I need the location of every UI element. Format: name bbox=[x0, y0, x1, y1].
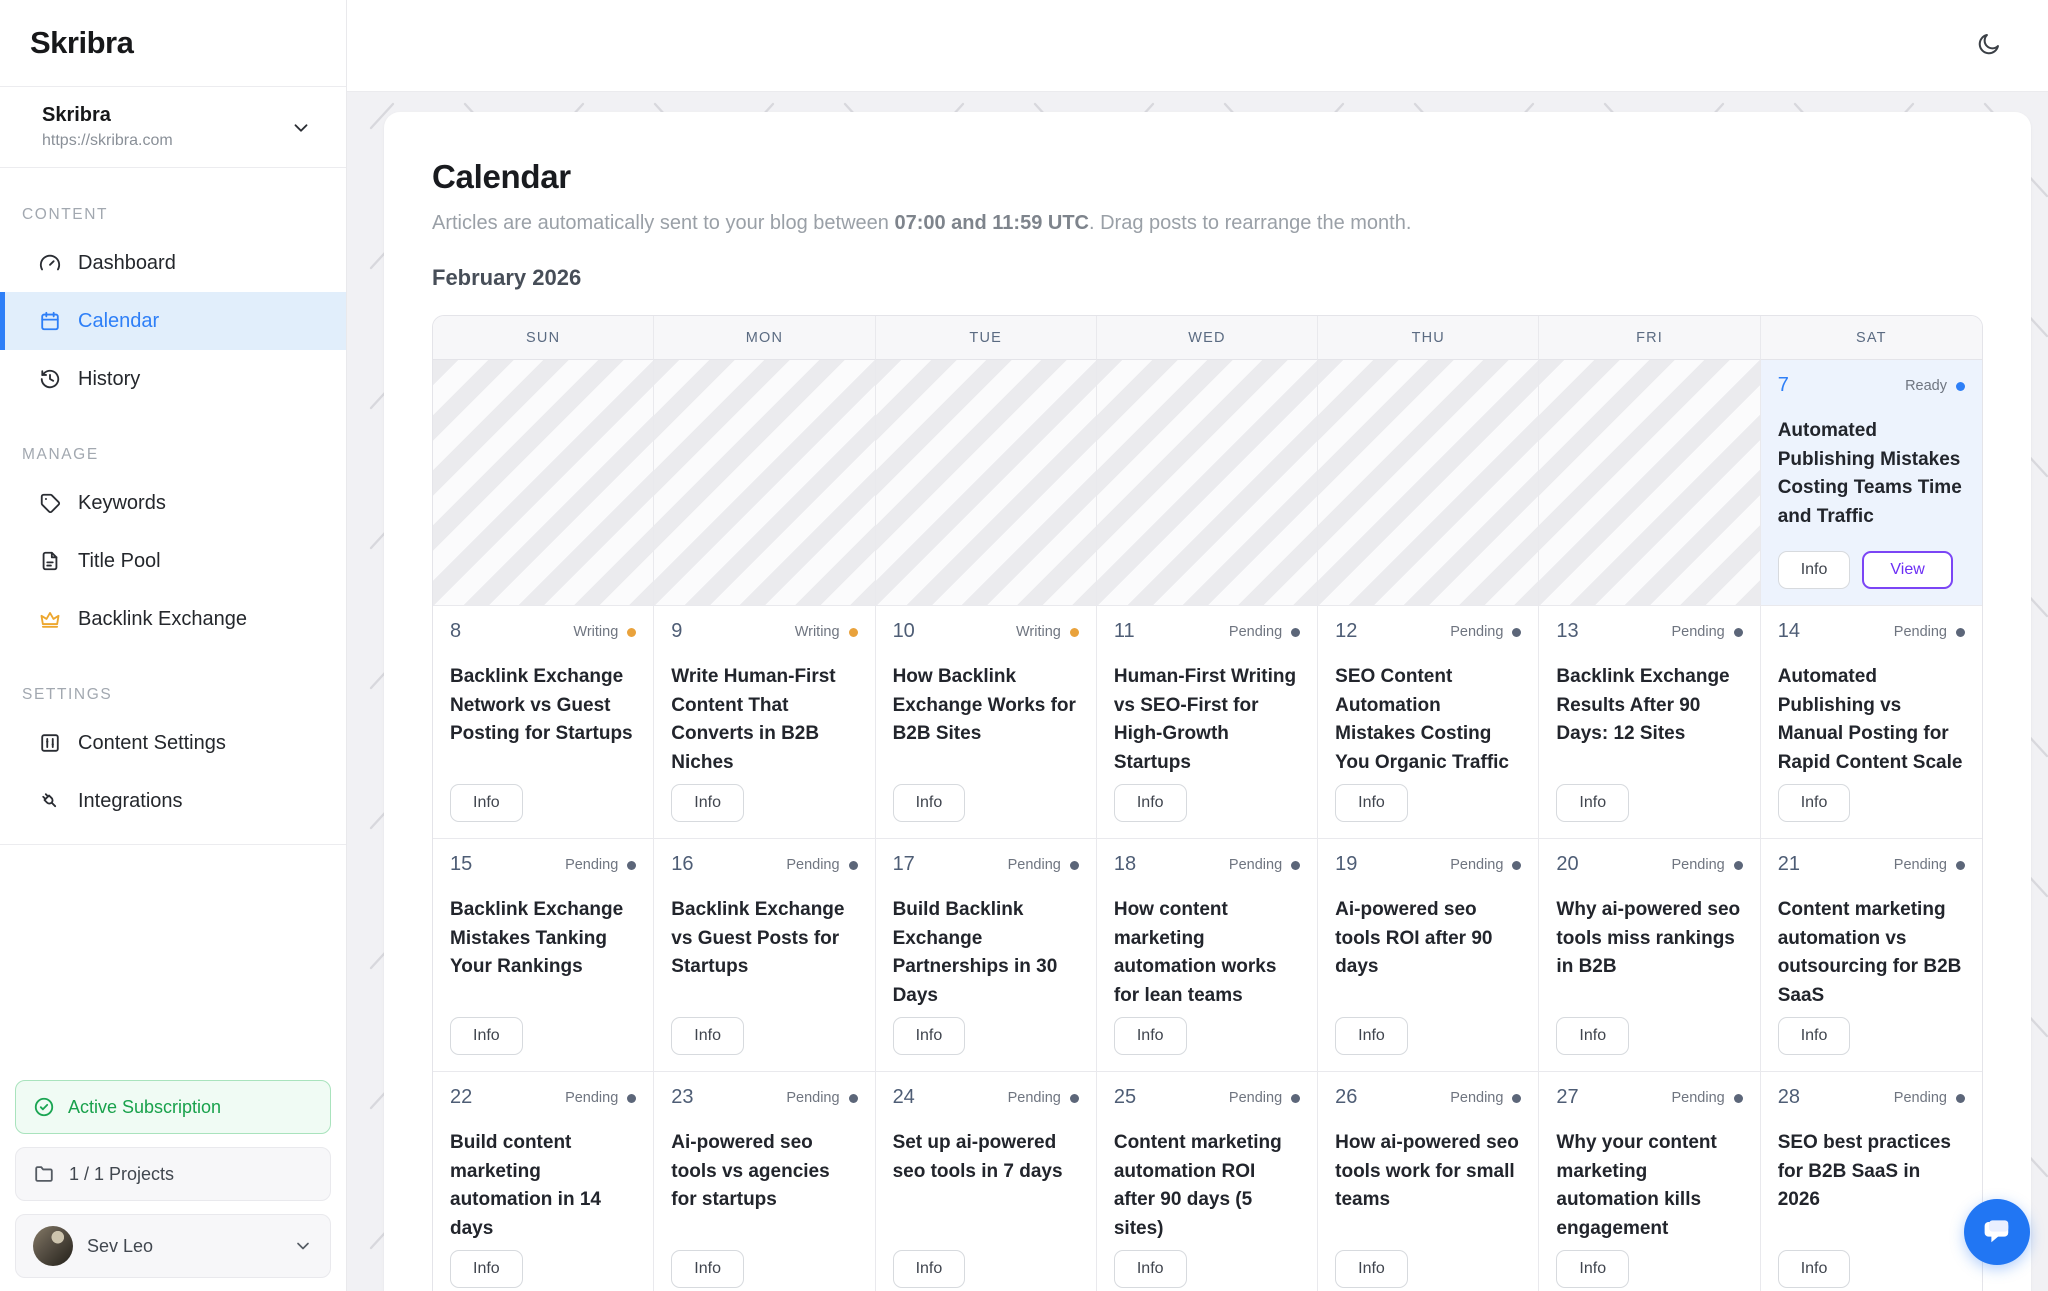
status-badge bbox=[565, 853, 636, 873]
chevron-down-icon bbox=[290, 117, 312, 139]
status-badge bbox=[1450, 620, 1521, 640]
status-dot-icon bbox=[1734, 861, 1743, 870]
status-label: Pending bbox=[1671, 857, 1725, 873]
post-title: Build Backlink Exchange Partnerships in 30 Days bbox=[892, 899, 1058, 1006]
sidebar-item-dashboard[interactable] bbox=[0, 234, 346, 292]
status-dot-icon bbox=[849, 1094, 858, 1103]
calendar-day-cell[interactable] bbox=[1097, 1072, 1318, 1291]
info-button[interactable]: Info bbox=[893, 1250, 966, 1288]
cell-actions bbox=[1778, 1250, 1965, 1288]
theme-toggle-button[interactable] bbox=[1964, 22, 2012, 70]
status-dot-icon bbox=[1734, 628, 1743, 637]
cell-actions bbox=[1556, 1017, 1742, 1055]
status-badge bbox=[1229, 620, 1300, 640]
weekday-header: MON bbox=[654, 316, 875, 360]
post-title: SEO best practices for B2B SaaS in 2026 bbox=[1777, 1132, 1951, 1210]
empty-day-cell bbox=[876, 360, 1097, 606]
calendar-day-cell[interactable] bbox=[1318, 1072, 1539, 1291]
sidebar-section bbox=[0, 446, 346, 648]
calendar-day-cell[interactable] bbox=[654, 606, 875, 839]
calendar-day-cell[interactable] bbox=[433, 606, 654, 839]
calendar-icon bbox=[39, 310, 61, 332]
empty-day-cell bbox=[654, 360, 875, 606]
info-button[interactable]: Info bbox=[1778, 1017, 1851, 1055]
cell-actions bbox=[1778, 551, 1965, 589]
sidebar-section bbox=[0, 206, 346, 408]
calendar-day-cell[interactable] bbox=[1539, 1072, 1760, 1291]
calendar-day-cell[interactable] bbox=[1539, 606, 1760, 839]
info-button[interactable]: Info bbox=[1778, 784, 1851, 822]
info-button[interactable]: Info bbox=[1335, 784, 1408, 822]
status-dot-icon bbox=[1956, 861, 1965, 870]
calendar-day-cell[interactable] bbox=[1318, 606, 1539, 839]
sidebar-section bbox=[0, 686, 346, 830]
empty-day-cell bbox=[433, 360, 654, 606]
day-number: 13 bbox=[1556, 620, 1579, 642]
status-dot-icon bbox=[1291, 1094, 1300, 1103]
post-title: Set up ai-powered seo tools in 7 days bbox=[892, 1132, 1063, 1182]
day-number: 27 bbox=[1556, 1086, 1579, 1108]
info-button[interactable]: Info bbox=[1335, 1017, 1408, 1055]
info-button[interactable]: Info bbox=[671, 784, 744, 822]
info-button[interactable]: Info bbox=[1114, 784, 1187, 822]
info-button[interactable]: Info bbox=[1778, 1250, 1851, 1288]
status-dot-icon bbox=[1512, 861, 1521, 870]
status-label: Pending bbox=[1671, 1090, 1725, 1106]
empty-day-cell bbox=[1318, 360, 1539, 606]
status-badge bbox=[1671, 620, 1742, 640]
day-number: 23 bbox=[671, 1086, 694, 1108]
day-number: 22 bbox=[450, 1086, 473, 1108]
page-title: Calendar bbox=[432, 158, 571, 195]
cell-actions bbox=[450, 784, 636, 822]
status-label: Pending bbox=[565, 1090, 619, 1106]
post-title: Backlink Exchange Network vs Guest Posting for Startups bbox=[450, 666, 633, 744]
sidebar-item-label: History bbox=[78, 367, 141, 390]
post-title: Why ai-powered seo tools miss rankings in B2B bbox=[1556, 899, 1741, 977]
cell-actions bbox=[1335, 1250, 1521, 1288]
status-dot-icon bbox=[1956, 628, 1965, 637]
weekday-header: SAT bbox=[1761, 316, 1982, 360]
status-label: Pending bbox=[1893, 1090, 1947, 1106]
day-number: 24 bbox=[892, 1086, 915, 1108]
cell-actions bbox=[1778, 784, 1965, 822]
day-number: 17 bbox=[892, 853, 915, 875]
history-icon bbox=[39, 368, 61, 390]
day-number: 20 bbox=[1556, 853, 1579, 875]
day-number: 14 bbox=[1777, 620, 1800, 642]
status-label: Pending bbox=[1007, 1090, 1061, 1106]
crown-icon bbox=[39, 608, 61, 630]
info-button[interactable]: Info bbox=[1114, 1250, 1187, 1288]
status-dot-icon bbox=[1956, 1094, 1965, 1103]
status-label: Pending bbox=[1893, 857, 1947, 873]
status-label: Pending bbox=[786, 1090, 840, 1106]
post-title: Build content marketing automation in 14 days bbox=[450, 1132, 601, 1239]
day-number: 26 bbox=[1335, 1086, 1358, 1108]
post-title: Backlink Exchange vs Guest Posts for Startups bbox=[671, 899, 845, 977]
cell-actions bbox=[450, 1017, 636, 1055]
post-title: How content marketing automation works for lean teams bbox=[1113, 899, 1277, 1006]
calendar-day-cell[interactable] bbox=[876, 606, 1097, 839]
status-badge bbox=[1671, 853, 1742, 873]
sidebar-item-label: Content Settings bbox=[78, 731, 226, 754]
project-url: https://skribra.com bbox=[42, 132, 173, 149]
calendar-day-cell[interactable] bbox=[1539, 839, 1760, 1072]
user-menu[interactable] bbox=[15, 1214, 331, 1278]
status-label: Pending bbox=[786, 857, 840, 873]
tag-icon bbox=[39, 492, 61, 514]
day-number: 28 bbox=[1777, 1086, 1800, 1108]
status-dot-icon bbox=[1512, 1094, 1521, 1103]
weekday-header: TUE bbox=[876, 316, 1097, 360]
empty-day-cell bbox=[1097, 360, 1318, 606]
status-dot-icon bbox=[1291, 628, 1300, 637]
sidebar-item-label: Integrations bbox=[78, 789, 183, 812]
section-label: CONTENT bbox=[22, 206, 109, 223]
info-button[interactable]: Info bbox=[1556, 1250, 1629, 1288]
status-badge bbox=[1671, 1086, 1742, 1106]
weekday-header: THU bbox=[1318, 316, 1539, 360]
day-number: 7 bbox=[1777, 374, 1789, 396]
cell-actions bbox=[671, 1017, 857, 1055]
calendar-day-cell[interactable] bbox=[1097, 606, 1318, 839]
cell-actions bbox=[1114, 1017, 1300, 1055]
status-badge bbox=[786, 853, 857, 873]
status-dot-icon bbox=[1070, 861, 1079, 870]
calendar-day-cell[interactable] bbox=[654, 1072, 875, 1291]
chevron-down-icon bbox=[293, 1236, 313, 1256]
cell-actions bbox=[893, 1017, 1079, 1055]
day-number: 12 bbox=[1335, 620, 1358, 642]
content-canvas bbox=[347, 92, 2048, 1291]
projects-count-label: 1 / 1 Projects bbox=[69, 1163, 175, 1184]
status-badge bbox=[1229, 1086, 1300, 1106]
day-number: 18 bbox=[1113, 853, 1137, 875]
cell-actions bbox=[1335, 784, 1521, 822]
status-badge bbox=[565, 1086, 636, 1106]
post-title: Automated Publishing Mistakes Costing Teams Time and Traffic bbox=[1777, 420, 1962, 527]
status-dot-icon bbox=[1956, 382, 1965, 391]
chat-bubble-icon bbox=[1979, 1213, 2015, 1252]
calendar-day-cell[interactable] bbox=[876, 839, 1097, 1072]
info-button[interactable]: Info bbox=[1778, 551, 1851, 589]
month-label: February 2026 bbox=[432, 265, 582, 290]
status-label: Pending bbox=[1893, 624, 1947, 640]
info-button[interactable]: Info bbox=[1556, 1017, 1629, 1055]
cell-actions bbox=[893, 1250, 1079, 1288]
post-title: Why your content marketing automation kills engagement bbox=[1556, 1132, 1717, 1239]
info-button[interactable]: Info bbox=[671, 1017, 744, 1055]
post-title: Automated Publishing vs Manual Posting for Rapid Content Scale bbox=[1777, 666, 1963, 773]
post-title: How Backlink Exchange Works for B2B Sites bbox=[892, 666, 1076, 744]
cell-actions bbox=[1114, 1250, 1300, 1288]
status-label: Pending bbox=[1228, 624, 1283, 640]
sidebar-item-label: Dashboard bbox=[78, 251, 176, 274]
status-label: Writing bbox=[1015, 624, 1061, 640]
cell-actions bbox=[1778, 1017, 1965, 1055]
sidebar-nav bbox=[0, 168, 346, 830]
sidebar-item-label: Keywords bbox=[78, 491, 166, 514]
calendar-day-cell[interactable] bbox=[1761, 1072, 1982, 1291]
day-number: 19 bbox=[1335, 853, 1358, 875]
status-label: Pending bbox=[1671, 624, 1725, 640]
day-number: 11 bbox=[1113, 620, 1135, 642]
post-title: Write Human-First Content That Converts in B2B Niches bbox=[671, 666, 836, 773]
calendar-day-cell[interactable] bbox=[433, 839, 654, 1072]
info-button[interactable]: Info bbox=[893, 1017, 966, 1055]
sidebar-item-label: Title Pool bbox=[78, 549, 161, 572]
sidebar-item-integrations[interactable] bbox=[0, 772, 346, 830]
day-number: 8 bbox=[450, 620, 462, 642]
view-button[interactable]: View bbox=[1862, 551, 1952, 589]
gauge-icon bbox=[39, 252, 61, 274]
status-label: Pending bbox=[1007, 857, 1061, 873]
empty-day-cell bbox=[1539, 360, 1760, 606]
day-number: 21 bbox=[1777, 853, 1800, 875]
status-badge bbox=[1229, 853, 1300, 873]
status-badge bbox=[1894, 1086, 1965, 1106]
calendar-day-cell[interactable] bbox=[654, 839, 875, 1072]
info-button[interactable]: Info bbox=[1335, 1250, 1408, 1288]
sidebar-item-content-settings[interactable] bbox=[0, 714, 346, 772]
day-number: 25 bbox=[1113, 1086, 1137, 1108]
subscription-badge[interactable] bbox=[15, 1080, 331, 1134]
section-label: SETTINGS bbox=[22, 686, 113, 703]
status-badge bbox=[1894, 853, 1965, 873]
section-label: MANAGE bbox=[22, 446, 99, 463]
day-number: 9 bbox=[671, 620, 683, 642]
post-title: Backlink Exchange Mistakes Tanking Your Rankings bbox=[450, 899, 624, 977]
calendar-day-cell[interactable] bbox=[1097, 839, 1318, 1072]
chat-fab-button[interactable] bbox=[1964, 1199, 2030, 1265]
projects-card[interactable] bbox=[15, 1147, 331, 1201]
info-button[interactable]: Info bbox=[450, 784, 523, 822]
status-badge bbox=[573, 620, 636, 640]
user-name: Sev Leo bbox=[87, 1235, 154, 1256]
calendar-day-cell[interactable] bbox=[1761, 839, 1982, 1072]
status-dot-icon bbox=[1734, 1094, 1743, 1103]
calendar-grid bbox=[432, 315, 1983, 1291]
sidebar bbox=[0, 0, 347, 1291]
status-label: Ready bbox=[1905, 378, 1947, 394]
plug-icon bbox=[39, 790, 61, 812]
status-label: Pending bbox=[1450, 624, 1504, 640]
status-badge bbox=[1008, 853, 1079, 873]
status-badge bbox=[795, 620, 858, 640]
info-button[interactable]: Info bbox=[671, 1250, 744, 1288]
sidebar-item-label: Calendar bbox=[78, 309, 160, 332]
post-title: Human-First Writing vs SEO-First for High-Growth Startups bbox=[1113, 666, 1297, 773]
publish-window: 07:00 and 11:59 UTC bbox=[894, 212, 1089, 234]
info-button[interactable]: Info bbox=[450, 1017, 523, 1055]
post-title: Content marketing automation ROI after 90 days (5 sites) bbox=[1113, 1132, 1282, 1239]
moon-icon bbox=[1975, 31, 2002, 61]
sliders-icon bbox=[39, 732, 61, 754]
post-title: How ai-powered seo tools work for small teams bbox=[1335, 1132, 1519, 1210]
day-number: 15 bbox=[450, 853, 473, 875]
sidebar-item-title-pool[interactable] bbox=[0, 532, 346, 590]
status-dot-icon bbox=[849, 628, 858, 637]
status-badge bbox=[1016, 620, 1079, 640]
project-name: Skribra bbox=[42, 104, 111, 126]
logo-row bbox=[0, 0, 346, 87]
cell-actions bbox=[893, 784, 1079, 822]
project-selector[interactable] bbox=[0, 87, 346, 168]
cell-actions bbox=[671, 1250, 857, 1288]
post-title: Backlink Exchange Results After 90 Days: 12 Sites bbox=[1556, 666, 1730, 744]
info-button[interactable]: Info bbox=[893, 784, 966, 822]
calendar-day-cell[interactable] bbox=[1761, 606, 1982, 839]
status-badge bbox=[1894, 620, 1965, 640]
document-icon bbox=[39, 550, 61, 572]
status-badge bbox=[1008, 1086, 1079, 1106]
calendar-subtitle: Articles are automatically sent to your blog between 07:00 and 11:59 UTC. Drag posts to rearrange the month. bbox=[432, 212, 1412, 234]
cell-actions bbox=[1556, 784, 1742, 822]
status-label: Pending bbox=[1228, 1090, 1283, 1106]
status-dot-icon bbox=[1512, 628, 1521, 637]
sidebar-item-calendar[interactable] bbox=[0, 292, 346, 350]
status-dot-icon bbox=[1070, 1094, 1079, 1103]
post-title: SEO Content Automation Mistakes Costing You Organic Traffic bbox=[1335, 666, 1509, 773]
sidebar-item-keywords[interactable] bbox=[0, 474, 346, 532]
status-label: Pending bbox=[1228, 857, 1283, 873]
info-button[interactable]: Info bbox=[1556, 784, 1629, 822]
info-button[interactable]: Info bbox=[1114, 1017, 1187, 1055]
post-title: Ai-powered seo tools ROI after 90 days bbox=[1335, 899, 1493, 977]
status-label: Writing bbox=[794, 624, 840, 640]
cell-actions bbox=[1114, 784, 1300, 822]
info-button[interactable]: Info bbox=[450, 1250, 523, 1288]
status-label: Pending bbox=[1450, 857, 1504, 873]
cell-actions bbox=[450, 1250, 636, 1288]
cell-actions bbox=[671, 784, 857, 822]
sidebar-item-backlink-exchange[interactable] bbox=[0, 590, 346, 648]
calendar-card bbox=[384, 112, 2031, 1291]
post-title: Ai-powered seo tools vs agencies for startups bbox=[671, 1132, 830, 1210]
status-dot-icon bbox=[627, 628, 636, 637]
sidebar-item-label: Backlink Exchange bbox=[78, 607, 247, 630]
status-label: Pending bbox=[1450, 1090, 1504, 1106]
folder-icon bbox=[33, 1163, 55, 1185]
status-dot-icon bbox=[627, 861, 636, 870]
sidebar-item-history[interactable] bbox=[0, 350, 346, 408]
status-dot-icon bbox=[1070, 628, 1079, 637]
app-logo: Skribra bbox=[30, 25, 134, 60]
calendar-day-cell[interactable] bbox=[1318, 839, 1539, 1072]
status-dot-icon bbox=[849, 861, 858, 870]
day-number: 16 bbox=[671, 853, 694, 875]
status-badge bbox=[1450, 1086, 1521, 1106]
calendar-day-cell[interactable] bbox=[433, 1072, 654, 1291]
weekday-header: SUN bbox=[433, 316, 654, 360]
status-badge bbox=[1450, 853, 1521, 873]
cell-actions bbox=[1556, 1250, 1742, 1288]
calendar-day-cell[interactable] bbox=[1761, 360, 1982, 606]
post-title: Content marketing automation vs outsourcing for B2B SaaS bbox=[1777, 899, 1962, 1006]
calendar-day-cell[interactable] bbox=[876, 1072, 1097, 1291]
topbar bbox=[347, 0, 2048, 92]
status-label: Writing bbox=[573, 624, 619, 640]
main-area bbox=[347, 0, 2048, 1291]
weekday-header: WED bbox=[1097, 316, 1318, 360]
day-number: 10 bbox=[892, 620, 915, 642]
cell-actions bbox=[1335, 1017, 1521, 1055]
weekday-header: FRI bbox=[1539, 316, 1760, 360]
status-dot-icon bbox=[1291, 861, 1300, 870]
status-badge bbox=[786, 1086, 857, 1106]
subscription-label: Active Subscription bbox=[68, 1096, 222, 1117]
check-circle-icon bbox=[33, 1096, 55, 1118]
avatar bbox=[33, 1226, 73, 1266]
status-dot-icon bbox=[627, 1094, 636, 1103]
status-badge bbox=[1905, 374, 1965, 394]
status-label: Pending bbox=[565, 857, 619, 873]
